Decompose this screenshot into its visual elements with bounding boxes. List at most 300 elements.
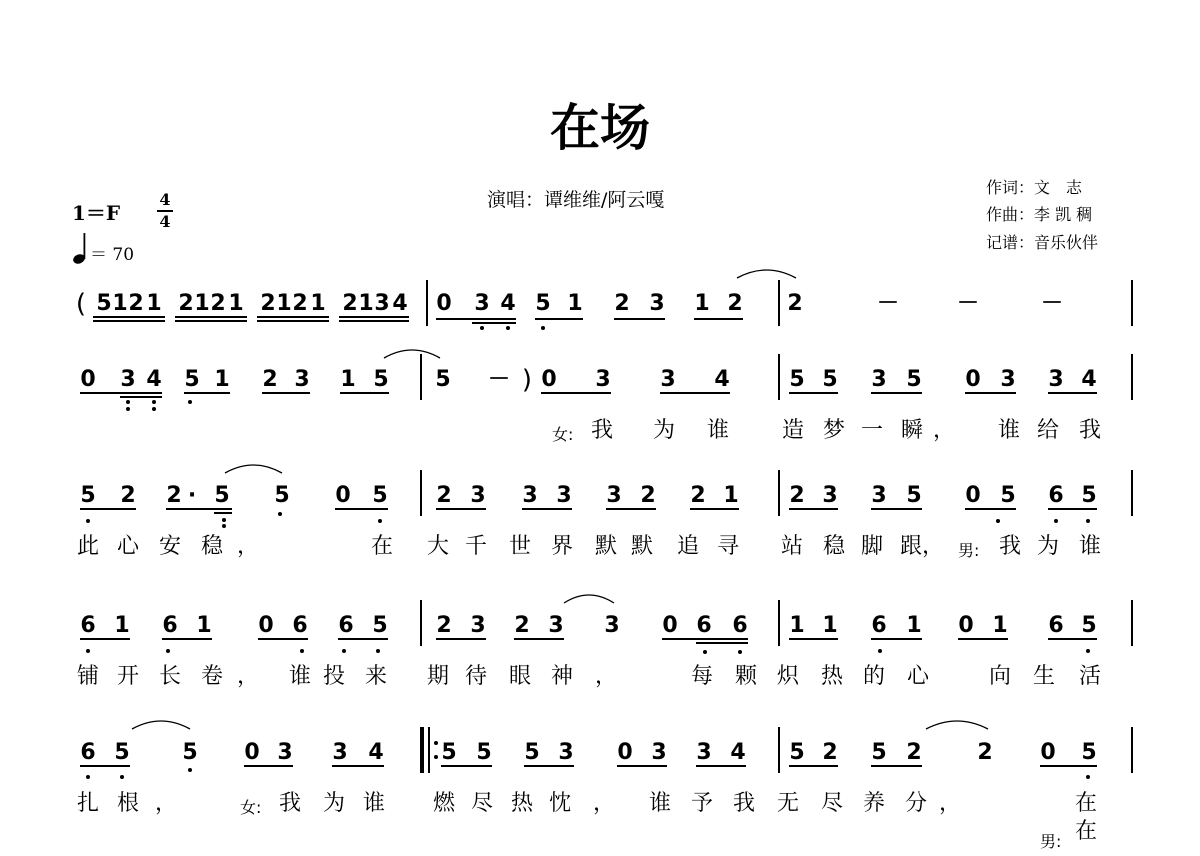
lyric-syllable: 梦 — [822, 418, 845, 443]
tempo-marking: ＝ 70 — [90, 245, 135, 265]
beam-line — [339, 320, 409, 322]
beam-line — [871, 508, 922, 510]
beam-line — [80, 765, 130, 767]
octave-dot — [703, 650, 707, 654]
score-note: 2 — [640, 483, 656, 508]
score-note: 5 — [871, 740, 887, 765]
lyric-syllable: 一 — [860, 418, 883, 443]
score-note: 3 — [470, 483, 486, 508]
beam-line — [694, 318, 743, 320]
score-note: 3 — [822, 483, 838, 508]
lyric-syllable: 稳 — [200, 534, 223, 559]
lyric-syllable: 尽 — [820, 791, 843, 816]
score-note: 5 — [789, 367, 805, 392]
octave-dot — [86, 775, 90, 779]
lyric-syllable: 卷 — [200, 664, 223, 689]
singer-credit: 演唱：谭维维/阿云嘎 — [487, 189, 665, 211]
beam-line — [690, 508, 739, 510]
song-title: 在场 — [550, 98, 650, 157]
score-note: 0 — [617, 740, 633, 765]
score-note: 0 — [258, 613, 274, 638]
lyric-syllable: 期 — [426, 664, 449, 689]
octave-dot — [378, 519, 382, 523]
lyric-syllable: ， — [932, 418, 955, 443]
score-note: 1 — [789, 613, 805, 638]
lyric-syllable: 扎 — [76, 791, 99, 816]
beam-line — [339, 316, 409, 318]
bar-line — [1131, 727, 1133, 773]
score-note: 2 — [977, 740, 993, 765]
score-note: 3 — [277, 740, 293, 765]
composer-credit: 作曲：李 凯 稠 — [986, 205, 1093, 224]
repeat-dot — [434, 755, 438, 759]
score-note: 3 — [548, 613, 564, 638]
beam-line — [541, 392, 611, 394]
lyric-syllable: 我 — [732, 791, 755, 816]
lyric-syllable: 我 — [1078, 418, 1101, 443]
octave-dot — [86, 649, 90, 653]
score-note: 0 — [244, 740, 260, 765]
lyric-syllable: 心 — [906, 664, 929, 689]
score-note: 2 — [822, 740, 838, 765]
score-note: － — [488, 367, 511, 392]
beam-line — [965, 392, 1016, 394]
score-note: 2 — [727, 291, 743, 316]
beam-line — [175, 316, 247, 318]
score-note: － — [957, 291, 980, 316]
score-note: 3 — [556, 483, 572, 508]
score-note: 3 — [660, 367, 676, 392]
beam-line — [606, 508, 656, 510]
score-note: 0 — [1040, 740, 1056, 765]
singer-label: 女: — [240, 798, 262, 817]
score-note: 3 — [474, 291, 490, 316]
lyric-syllable: 给 — [1036, 418, 1059, 443]
score-note: 5 — [182, 740, 198, 765]
octave-dot — [278, 512, 282, 516]
singer-label: 女: — [552, 425, 574, 444]
beam-line — [80, 392, 162, 394]
lyric-syllable: 忱 — [548, 791, 571, 816]
score-note: 0 — [335, 483, 351, 508]
score-note: · — [187, 483, 197, 508]
score-note: 1 — [723, 483, 739, 508]
octave-dot — [126, 407, 130, 411]
octave-dot — [152, 400, 156, 404]
lyric-syllable: 在 — [370, 534, 393, 559]
octave-dot — [222, 524, 226, 528]
score-note: 2 — [906, 740, 922, 765]
lyric-syllable: 谁 — [997, 418, 1020, 443]
beam-line — [436, 318, 516, 320]
lyric-syllable: 稳 — [822, 534, 845, 559]
score-note: 5 — [822, 367, 838, 392]
octave-dot — [506, 326, 510, 330]
lyric-syllable: 分 — [904, 791, 927, 816]
score-note: 6 — [1048, 613, 1064, 638]
score-note: 1 — [906, 613, 922, 638]
lyric-syllable: 为 — [1036, 534, 1059, 559]
octave-dot — [188, 400, 192, 404]
beam-line — [696, 642, 748, 644]
score-note: 3 — [120, 367, 136, 392]
score-note: 1 — [214, 367, 230, 392]
score-note: 1 — [358, 291, 374, 316]
beam-line — [262, 392, 310, 394]
score-note: 4 — [730, 740, 746, 765]
repeat-start-thin — [428, 727, 430, 773]
tie-arc — [564, 591, 614, 605]
lyric-syllable: 千 — [464, 534, 487, 559]
beam-line — [789, 392, 838, 394]
octave-dot — [342, 649, 346, 653]
score-note: 3 — [604, 613, 620, 638]
octave-dot — [152, 407, 156, 411]
bar-line — [1131, 470, 1133, 516]
lyric-syllable: 心 — [116, 534, 139, 559]
score-note: 5 — [1081, 613, 1097, 638]
score-note: 3 — [374, 291, 390, 316]
score-note: 6 — [80, 740, 96, 765]
beam-line — [1048, 392, 1097, 394]
beam-line — [789, 638, 838, 640]
lyric-syllable: 长 — [158, 664, 181, 689]
beam-line — [257, 320, 329, 322]
score-note: 1 — [112, 291, 128, 316]
lyric-syllable: 开 — [116, 664, 139, 689]
beam-line — [175, 320, 247, 322]
score-note: 3 — [871, 483, 887, 508]
beam-line — [93, 320, 165, 322]
bar-line — [1131, 600, 1133, 646]
score-note: 2 — [210, 291, 226, 316]
score-note: 5 — [214, 483, 230, 508]
lyric-syllable: ， — [154, 791, 177, 816]
score-note: 6 — [732, 613, 748, 638]
beam-line — [441, 765, 492, 767]
beam-line — [617, 765, 667, 767]
score-note: 4 — [714, 367, 730, 392]
beam-line — [80, 508, 136, 510]
lyric-syllable: 热 — [820, 664, 843, 689]
score-note: 0 — [662, 613, 678, 638]
lyric-syllable: 寻 — [716, 534, 739, 559]
score-note: 1 — [194, 291, 210, 316]
score-note: 6 — [871, 613, 887, 638]
bar-line — [778, 354, 780, 400]
score-note: 1 — [340, 367, 356, 392]
score-note: 5 — [96, 291, 112, 316]
score-note: 3 — [558, 740, 574, 765]
lyric-syllable: 活 — [1078, 664, 1101, 689]
score-note: 6 — [1048, 483, 1064, 508]
singer-label: 男: — [958, 541, 980, 560]
lyric-syllable: ， — [592, 791, 615, 816]
score-note: 3 — [651, 740, 667, 765]
lyric-syllable: 大 — [426, 534, 449, 559]
bar-line — [420, 470, 422, 516]
lyric-syllable: 铺 — [76, 664, 99, 689]
score-note: 2 — [690, 483, 706, 508]
score-note: 5 — [535, 291, 551, 316]
lyric-syllable: 为 — [652, 418, 675, 443]
lyric-syllable: 默 — [594, 534, 617, 559]
lyric-syllable: 生 — [1032, 664, 1055, 689]
score-note: 5 — [372, 613, 388, 638]
score-note: 5 — [373, 367, 389, 392]
repeat-dot — [434, 741, 438, 745]
tie-arc — [132, 717, 190, 731]
score-note: 1 — [822, 613, 838, 638]
lyric-syllable: ， — [236, 534, 259, 559]
score-note: 3 — [1000, 367, 1016, 392]
octave-dot — [1054, 519, 1058, 523]
beam-line — [535, 318, 583, 320]
bar-line — [426, 280, 428, 326]
key-signature: 1＝F — [72, 201, 121, 225]
octave-dot — [300, 649, 304, 653]
beam-line — [958, 638, 1008, 640]
lyric-syllable: 的 — [862, 664, 885, 689]
score-note: 6 — [696, 613, 712, 638]
beam-line — [514, 638, 564, 640]
score-note: 0 — [80, 367, 96, 392]
score-note: 4 — [392, 291, 408, 316]
score-note: 5 — [1081, 740, 1097, 765]
lyric-syllable: 无 — [776, 791, 799, 816]
lyric-syllable: 世 — [508, 534, 531, 559]
beam-line — [338, 638, 388, 640]
octave-dot — [878, 649, 882, 653]
score-note: 5 — [789, 740, 805, 765]
octave-dot — [996, 519, 1000, 523]
bar-line — [420, 354, 422, 400]
beam-line — [214, 512, 232, 514]
bar-line — [1131, 280, 1133, 326]
lyric-syllable: 投 — [322, 664, 345, 689]
score-note: 4 — [368, 740, 384, 765]
score-note: 0 — [965, 367, 981, 392]
lyric-syllable: 追 — [676, 534, 699, 559]
lyricist-credit: 作词：文 志 — [986, 178, 1083, 197]
score-note: 2 — [436, 613, 452, 638]
beam-line — [340, 392, 389, 394]
octave-dot — [1086, 519, 1090, 523]
beam-line — [522, 508, 572, 510]
lyric-syllable: 在 — [1074, 819, 1097, 844]
beam-line — [335, 508, 388, 510]
octave-dot — [188, 768, 192, 772]
beam-line — [871, 765, 922, 767]
score-note: 1 — [694, 291, 710, 316]
beam-line — [258, 638, 308, 640]
lyric-syllable: 造 — [781, 418, 804, 443]
score-note: － — [1041, 291, 1064, 316]
lyric-syllable: 在 — [1074, 791, 1097, 816]
score-note: 1 — [310, 291, 326, 316]
lyric-syllable: ， — [938, 791, 961, 816]
score-note: 5 — [1081, 483, 1097, 508]
beam-line — [871, 392, 922, 394]
octave-dot — [166, 649, 170, 653]
score-note: 3 — [332, 740, 348, 765]
score-note: 2 — [120, 483, 136, 508]
beam-line — [332, 765, 384, 767]
beam-line — [162, 638, 212, 640]
octave-dot — [120, 775, 124, 779]
lyric-syllable: 谁 — [362, 791, 385, 816]
score-note: 4 — [1081, 367, 1097, 392]
score-note: 4 — [500, 291, 516, 316]
time-signature-bottom: 4 — [159, 212, 171, 231]
score-note: 3 — [1048, 367, 1064, 392]
score-note: 1 — [276, 291, 292, 316]
lyric-syllable: 颗 — [734, 664, 757, 689]
score-note: 3 — [595, 367, 611, 392]
beam-line — [789, 508, 838, 510]
score-note: 5 — [441, 740, 457, 765]
score-note: 6 — [292, 613, 308, 638]
lyric-syllable: 来 — [364, 664, 387, 689]
lyric-syllable: 神 — [550, 664, 573, 689]
lyric-syllable: 脚 — [860, 534, 883, 559]
lyric-syllable: 谁 — [1078, 534, 1101, 559]
beam-line — [524, 765, 574, 767]
score-note: 0 — [541, 367, 557, 392]
octave-dot — [480, 326, 484, 330]
score-note: 2 — [178, 291, 194, 316]
lyric-syllable: 尽 — [470, 791, 493, 816]
bar-line — [778, 727, 780, 773]
lyric-syllable: 谁 — [288, 664, 311, 689]
score-note: 2 — [262, 367, 278, 392]
score-note: 2 — [614, 291, 630, 316]
lyric-syllable: 我 — [278, 791, 301, 816]
octave-dot — [738, 650, 742, 654]
beam-line — [80, 638, 130, 640]
beam-line — [166, 508, 232, 510]
score-note: 2 — [514, 613, 530, 638]
score-note: 5 — [114, 740, 130, 765]
score-note: 5 — [476, 740, 492, 765]
score-note: 1 — [196, 613, 212, 638]
score-note: 5 — [372, 483, 388, 508]
lyric-syllable: 待 — [464, 664, 487, 689]
score-note: 3 — [606, 483, 622, 508]
lyric-syllable: ， — [236, 664, 259, 689]
lyric-syllable: 谁 — [706, 418, 729, 443]
score-note: 2 — [292, 291, 308, 316]
bar-line — [778, 470, 780, 516]
lyric-syllable: 跟， — [900, 534, 945, 559]
bar-line — [778, 280, 780, 326]
lyric-syllable: 燃 — [432, 791, 455, 816]
octave-dot — [1086, 775, 1090, 779]
lyric-syllable: 瞬 — [900, 418, 923, 443]
score-note: 3 — [522, 483, 538, 508]
score-note: 1 — [114, 613, 130, 638]
score-note: 2 — [260, 291, 276, 316]
score-note: 1 — [992, 613, 1008, 638]
score-note: 5 — [906, 367, 922, 392]
tie-arc — [926, 717, 988, 731]
lyric-syllable: 养 — [862, 791, 885, 816]
score-note: 0 — [958, 613, 974, 638]
transcriber-credit: 记谱：音乐伙伴 — [986, 233, 1099, 252]
tie-arc — [225, 461, 282, 475]
score-note: ) — [521, 365, 533, 395]
score-note: 0 — [965, 483, 981, 508]
octave-dot — [541, 326, 545, 330]
score-note: 5 — [524, 740, 540, 765]
beam-line — [662, 638, 748, 640]
octave-dot — [1086, 649, 1090, 653]
octave-dot — [222, 518, 226, 522]
lyric-syllable: 谁 — [648, 791, 671, 816]
score-note: 5 — [906, 483, 922, 508]
lyric-syllable: 界 — [550, 534, 573, 559]
beam-line — [614, 318, 665, 320]
lyric-syllable: 每 — [690, 664, 713, 689]
beam-line — [1048, 508, 1097, 510]
tie-arc — [737, 266, 796, 280]
octave-dot — [86, 519, 90, 523]
score-note: 4 — [146, 367, 162, 392]
repeat-start-thick — [420, 727, 424, 773]
beam-line — [472, 322, 516, 324]
octave-dot — [126, 400, 130, 404]
lyric-syllable: 予 — [690, 791, 713, 816]
score-note: ( — [75, 289, 87, 319]
lyric-syllable: 安 — [158, 534, 181, 559]
bar-line — [778, 600, 780, 646]
score-note: 3 — [871, 367, 887, 392]
score-note: 5 — [184, 367, 200, 392]
lyric-syllable: 为 — [322, 791, 345, 816]
quarter-note-icon — [73, 232, 87, 266]
score-note: 2 — [789, 483, 805, 508]
score-note: 3 — [294, 367, 310, 392]
lyric-syllable: 眼 — [508, 664, 531, 689]
score-note: 2 — [166, 483, 182, 508]
lyric-syllable: 向 — [988, 664, 1011, 689]
beam-line — [1040, 765, 1097, 767]
score-note: 1 — [228, 291, 244, 316]
score-note: 1 — [146, 291, 162, 316]
score-note: 5 — [80, 483, 96, 508]
beam-line — [871, 638, 922, 640]
score-note: 2 — [128, 291, 144, 316]
score-note: 6 — [80, 613, 96, 638]
bar-line — [1131, 354, 1133, 400]
time-signature-top: 4 — [159, 190, 171, 209]
beam-line — [244, 765, 293, 767]
singer-label: 男: — [1040, 832, 1062, 851]
score-note: 2 — [436, 483, 452, 508]
score-note: 3 — [470, 613, 486, 638]
lyric-syllable: 热 — [510, 791, 533, 816]
lyric-syllable: 默 — [630, 534, 653, 559]
lyric-syllable: 炽 — [776, 664, 799, 689]
score-note: 6 — [338, 613, 354, 638]
beam-line — [436, 638, 486, 640]
score-note: － — [877, 291, 900, 316]
lyric-syllable: ， — [594, 664, 617, 689]
beam-line — [120, 396, 162, 398]
beam-line — [184, 392, 230, 394]
score-note: 5 — [274, 483, 290, 508]
lyric-syllable: 我 — [590, 418, 613, 443]
